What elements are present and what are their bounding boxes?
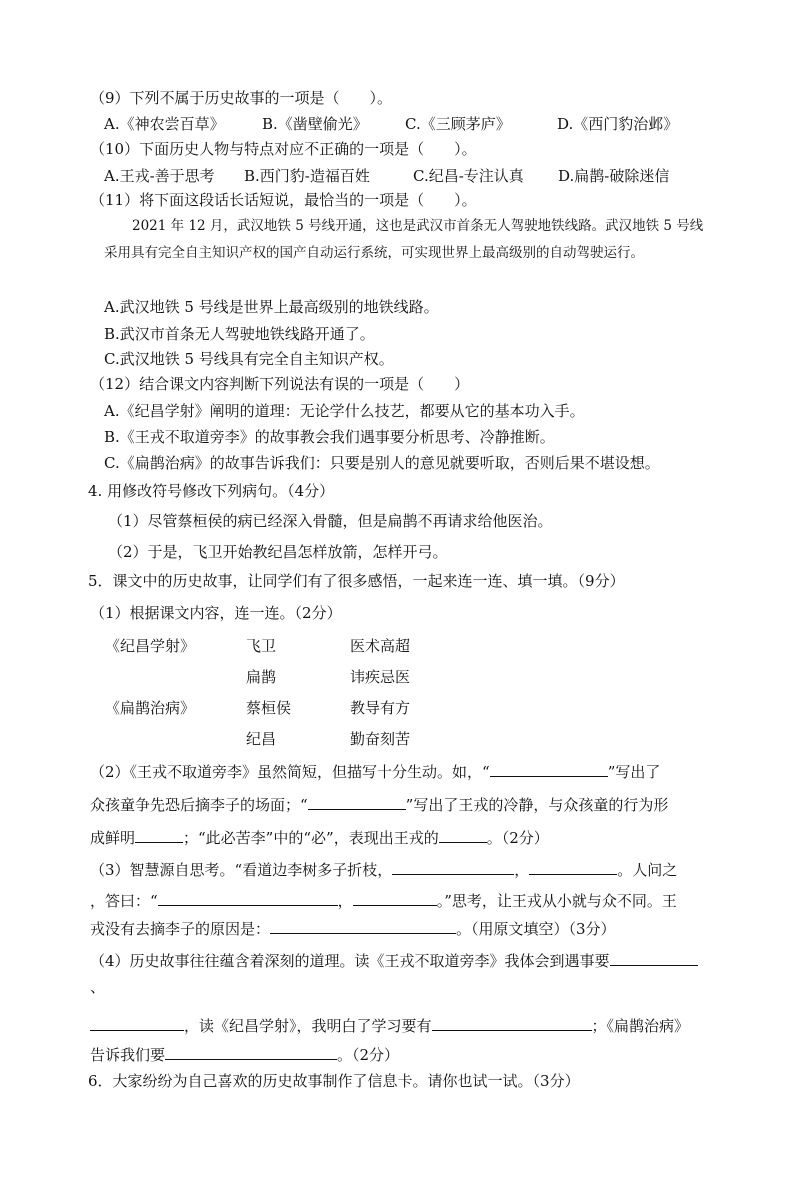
q12-option-b: B.《王戎不取道旁李》的故事教会我们遇事要分析思考、冷静推断。 [104, 428, 555, 446]
q9-option-b: B.《凿壁偷光》 [262, 115, 368, 133]
blank-sub4-2[interactable] [90, 1014, 184, 1031]
q11-stem: （11）将下面这段话长话短说，最恰当的一项是（ ）。 [90, 191, 477, 209]
blank-sub3-5[interactable] [270, 917, 456, 934]
q5-sub2-line3 [90, 826, 549, 848]
q11-option-b: B.武汉市首条无人驾驶地铁线路开通了。 [104, 325, 375, 343]
q5-sub4-line1 [90, 949, 698, 971]
blank-sub4-1[interactable] [610, 949, 698, 966]
q5-sub3-text-b: 。人问之 [617, 861, 678, 879]
match-mid-3: 蔡桓侯 [246, 699, 292, 717]
q5-sub3-text-e: 戎没有去摘李子的原因是： [90, 920, 271, 938]
match-right-3: 教导有方 [350, 699, 411, 717]
q10-option-c: C.纪昌-专注认真 [413, 167, 524, 185]
q9-stem: （9）下列不属于历史故事的一项是（ ）。 [90, 89, 393, 107]
q10-option-a: A.王戎-善于思考 [104, 167, 215, 185]
q5-sub4-text-a: （4）历史故事往往蕴含着深刻的道理。读《王戎不取道旁李》我体会到遇事要 [90, 952, 610, 970]
q5-sub2-text-d: ”写出了王戎的冷静，与众孩童的行为形 [405, 796, 669, 814]
q6-stem: 6．大家纷纷为自己喜欢的历史故事制作了信息卡。请你也试一试。（3分） [88, 1072, 580, 1090]
q5-sub2-text-g: 。（2分） [486, 829, 549, 847]
q4-item-2: （2）于是，飞卫开始教纪昌怎样放箭，怎样开弓。 [108, 543, 448, 561]
match-mid-2: 扁鹊 [246, 668, 277, 686]
q5-sub3-text-a: （3）智慧源自思考。“看道边李树多子折枝， [90, 861, 393, 879]
q4-stem: 4. 用修改符号修改下列病句。（4分） [88, 482, 335, 500]
match-left-2: 《扁鹊治病》 [105, 699, 196, 717]
q5-sub4-text-b: ，读《纪昌学射》，我明白了学习要有 [184, 1017, 432, 1035]
q10-stem: （10）下面历史人物与特点对应不正确的一项是（ ）。 [90, 140, 477, 158]
blank-sub4-3[interactable] [432, 1014, 592, 1031]
q5-sub2-text-f: ；“此必苦李”中的“必”，表现出王戎的 [183, 829, 439, 847]
q5-sub3-line1 [90, 858, 677, 880]
q5-sub4-line2 [90, 1014, 689, 1036]
q5-sub3-comma-1: ， [514, 861, 530, 879]
match-right-2: 讳疾忌医 [350, 668, 411, 686]
q11-passage-text: 2021 年 12 月，武汉地铁 5 号线开通，这也是武汉市首条无人驾驶地铁线路。武汉地铁 5 号线采用具有完全自主知识产权的国产自动运行系统，可实现世界上最高级别的自动驾驶运行。 [104, 218, 704, 261]
blank-sub2-1[interactable] [490, 760, 608, 777]
q5-sub1: （1）根据课文内容，连一连。（2分） [90, 604, 342, 622]
match-right-4: 勤奋刻苦 [350, 730, 411, 748]
q5-sub3-line2 [90, 889, 677, 911]
q11-passage [104, 213, 710, 267]
blank-sub3-2[interactable] [529, 858, 617, 875]
q9-option-a: A.《神农尝百草》 [104, 115, 225, 133]
q5-sub2-line1 [90, 760, 660, 782]
blank-sub3-4[interactable] [353, 889, 437, 906]
q12-stem: （12）结合课文内容判断下列说法有误的一项是（ ） [90, 375, 470, 393]
match-mid-1: 飞卫 [246, 637, 277, 655]
blank-sub2-3[interactable] [135, 826, 183, 843]
q5-sub2-line2 [90, 793, 668, 815]
q5-sub4-mark: 、 [90, 978, 106, 996]
match-right-1: 医术高超 [350, 637, 411, 655]
q5-sub2-text-c: 众孩童争先恐后摘李子的场面；“ [90, 796, 308, 814]
q5-sub3-comma-2: ， [337, 892, 353, 910]
q5-sub2-text-a: （2）《王戎不取道旁李》虽然简短，但描写十分生动。如，“ [90, 763, 490, 781]
q4-item-1: （1）尽管蔡桓侯的病已经深入骨髓，但是扁鹊不再请求给他医治。 [108, 512, 553, 530]
q5-sub2-text-b: ”写出了 [607, 763, 661, 781]
q9-option-c: C.《三顾茅庐》 [405, 115, 511, 133]
q12-option-c: C.《扁鹊治病》的故事告诉我们：只要是别人的意见就要听取，否则后果不堪设想。 [104, 454, 660, 472]
q5-stem: 5．课文中的历史故事，让同学们有了很多感悟，一起来连一连、填一填。（9分） [88, 572, 625, 590]
q5-sub3-text-c: ，答曰：“ [90, 892, 158, 910]
q12-option-a: A.《纪昌学射》阐明的道理：无论学什么技艺，都要从它的基本功入手。 [104, 402, 585, 420]
q5-sub3-text-d: 。”思考，让王戎从小就与众不同。王 [436, 892, 677, 910]
q5-sub2-text-e: 成鲜明 [90, 829, 136, 847]
q5-sub3-line3 [90, 917, 616, 939]
q11-option-c: C.武汉地铁 5 号线具有完全自主知识产权。 [104, 350, 394, 368]
q10-option-b: B.西门豹-造福百姓 [244, 167, 370, 185]
q5-sub4-text-c: ；《扁鹊治病》 [591, 1017, 690, 1035]
blank-sub3-3[interactable] [158, 889, 338, 906]
q9-option-d: D.《西门豹治邺》 [557, 115, 679, 133]
q10-option-d: D.扁鹊-破除迷信 [558, 167, 670, 185]
match-left-1: 《纪昌学射》 [105, 637, 196, 655]
blank-sub2-2[interactable] [308, 793, 406, 810]
q5-sub4-text-d: 告诉我们要 [90, 1046, 166, 1064]
q5-sub4-text-e: 。（2分） [337, 1046, 400, 1064]
blank-sub4-4[interactable] [165, 1043, 337, 1060]
q11-option-a: A.武汉地铁 5 号线是世界上最高级别的地铁线路。 [104, 298, 439, 316]
q5-sub4-line3 [90, 1043, 399, 1065]
blank-sub2-4[interactable] [439, 826, 487, 843]
match-mid-4: 纪昌 [246, 730, 277, 748]
q5-sub3-text-f: 。（用原文填空）（3分） [456, 920, 616, 938]
blank-sub3-1[interactable] [392, 858, 514, 875]
